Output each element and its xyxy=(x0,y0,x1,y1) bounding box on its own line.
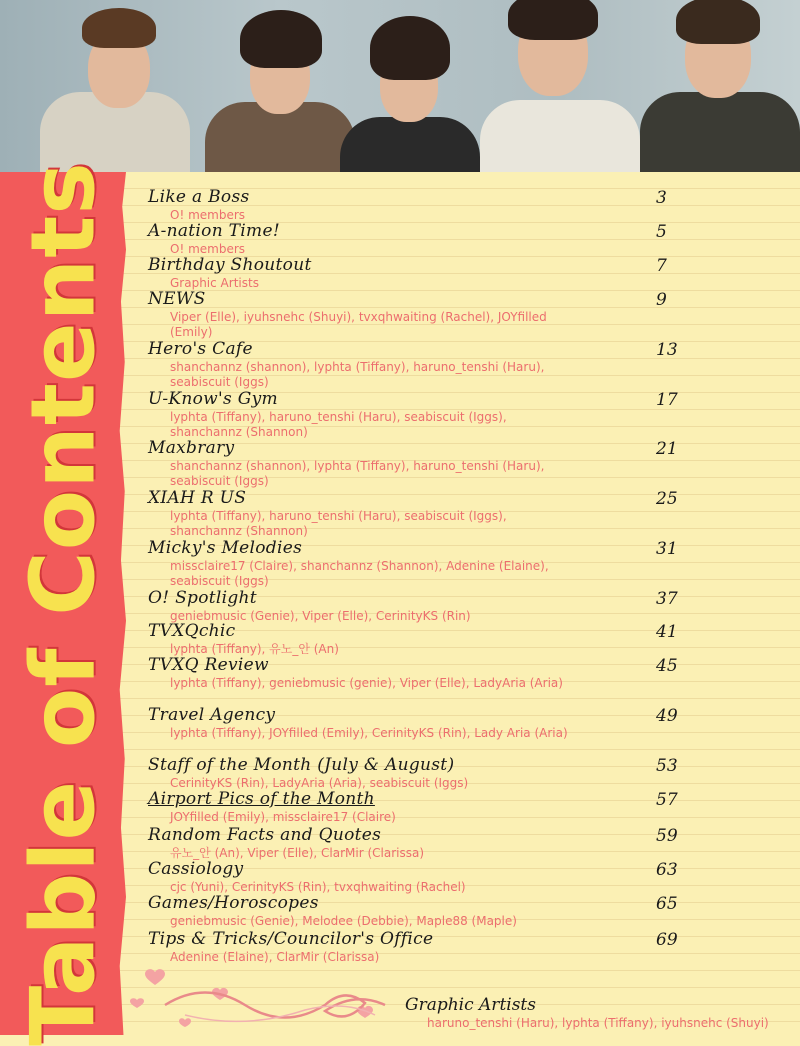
entry-page-number: 49 xyxy=(656,706,678,726)
toc-entry xyxy=(148,894,688,929)
entry-title: Games/Horoscopes xyxy=(148,893,319,913)
entry-page-number: 57 xyxy=(656,790,678,810)
hearts-swirl-decoration xyxy=(125,960,405,1035)
entry-page-number: 7 xyxy=(656,256,667,276)
entry-title: Micky's Melodies xyxy=(148,538,303,558)
entry-page-number: 17 xyxy=(656,390,678,410)
entry-title: XIAH R US xyxy=(148,488,247,508)
entry-title: Maxbrary xyxy=(148,438,235,458)
entry-page-number: 59 xyxy=(656,826,678,846)
entry-page-number: 37 xyxy=(656,589,678,609)
entry-authors: cjc (Yuni), CerinityKS (Rin), tvxqhwaiting (Rachel) xyxy=(170,880,466,894)
swirl-line xyxy=(165,993,385,1018)
entry-title: O! Spotlight xyxy=(148,588,257,608)
entry-title: TVXQchic xyxy=(148,621,236,641)
toc-entry xyxy=(148,489,688,539)
entry-page-number: 63 xyxy=(656,860,678,880)
entry-page-number: 25 xyxy=(656,489,678,509)
entry-title: NEWS xyxy=(148,289,206,309)
entry-authors: geniebmusic (Genie), Melodee (Debbie), Maple88 (Maple) xyxy=(170,914,517,928)
entry-title: Hero's Cafe xyxy=(148,339,253,359)
entry-page-number: 69 xyxy=(656,930,678,950)
entry-authors: lyphta (Tiffany), haruno_tenshi (Haru), seabiscuit (Iggs), shanchannz (Shannon) xyxy=(170,509,507,538)
entry-authors: JOYfilled (Emily), missclaire17 (Claire) xyxy=(170,810,396,824)
entry-authors: CerinityKS (Rin), LadyAria (Aria), seabiscuit (Iggs) xyxy=(170,776,469,790)
table-of-contents-title: Table of Contents xyxy=(11,161,115,1046)
entry-title: Cassiology xyxy=(148,859,244,879)
toc-entry xyxy=(148,622,688,657)
entry-page-number: 53 xyxy=(656,756,678,776)
toc-entry xyxy=(148,589,688,624)
entry-title: Like a Boss xyxy=(148,187,250,207)
toc-entry xyxy=(148,390,688,440)
entry-page-number: 9 xyxy=(656,290,667,310)
toc-entry xyxy=(148,222,688,257)
toc-entry xyxy=(148,756,688,791)
graphic-artists-credit xyxy=(405,995,769,1030)
toc-entry xyxy=(148,340,688,390)
entry-authors: Adenine (Elaine), ClarMir (Clarissa) xyxy=(170,950,380,964)
entry-authors: lyphta (Tiffany), JOYfilled (Emily), CerinityKS (Rin), Lady Aria (Aria) xyxy=(170,726,568,740)
entry-title: Birthday Shoutout xyxy=(148,255,312,275)
graphic-artists-title: Graphic Artists xyxy=(405,995,536,1015)
entry-authors: lyphta (Tiffany), haruno_tenshi (Haru), seabiscuit (Iggs), shanchannz (Shannon) xyxy=(170,410,507,439)
toc-entry xyxy=(148,188,688,223)
graphic-artists-names: haruno_tenshi (Haru), lyphta (Tiffany), iyuhsnehc (Shuyi) xyxy=(427,1016,769,1030)
entry-authors: 유노_안 (An), Viper (Elle), ClarMir (Clarissa) xyxy=(170,846,425,860)
toc-entry xyxy=(148,539,688,589)
entry-title: U-Know's Gym xyxy=(148,389,278,409)
entry-page-number: 13 xyxy=(656,340,678,360)
entry-authors: O! members xyxy=(170,242,246,256)
entry-authors: Graphic Artists xyxy=(170,276,259,290)
entry-page-number: 65 xyxy=(656,894,678,914)
entry-authors: missclaire17 (Claire), shanchannz (Shannon), Adenine (Elaine), seabiscuit (Iggs) xyxy=(170,559,549,588)
entry-authors: O! members xyxy=(170,208,246,222)
entry-authors: shanchannz (shannon), lyphta (Tiffany), haruno_tenshi (Haru), seabiscuit (Iggs) xyxy=(170,360,545,389)
toc-entry xyxy=(148,860,688,895)
entry-authors: Viper (Elle), iyuhsnehc (Shuyi), tvxqhwaiting (Rachel), JOYfilled (Emily) xyxy=(170,310,547,339)
entry-title: Airport Pics of the Month xyxy=(148,789,375,809)
entry-title: Staff of the Month (July & August) xyxy=(148,755,455,775)
toc-entry xyxy=(148,656,688,691)
entry-title: TVXQ Review xyxy=(148,655,269,675)
entry-authors: lyphta (Tiffany), geniebmusic (genie), Viper (Elle), LadyAria (Aria) xyxy=(170,676,563,690)
toc-entry xyxy=(148,706,688,741)
entry-authors: lyphta (Tiffany), 유노_안 (An) xyxy=(170,642,339,656)
toc-entry xyxy=(148,439,688,489)
entry-authors: geniebmusic (Genie), Viper (Elle), CerinityKS (Rin) xyxy=(170,609,471,623)
entry-page-number: 3 xyxy=(656,188,667,208)
toc-entry xyxy=(148,790,688,825)
entry-title: Travel Agency xyxy=(148,705,276,725)
entry-page-number: 21 xyxy=(656,439,678,459)
swirl-line xyxy=(185,1006,375,1021)
toc-entry xyxy=(148,290,688,340)
entry-page-number: 41 xyxy=(656,622,678,642)
entry-page-number: 5 xyxy=(656,222,667,242)
entry-authors: shanchannz (shannon), lyphta (Tiffany), haruno_tenshi (Haru), seabiscuit (Iggs) xyxy=(170,459,545,488)
toc-entry xyxy=(148,826,688,861)
entry-page-number: 45 xyxy=(656,656,678,676)
entry-page-number: 31 xyxy=(656,539,678,559)
entry-title: Tips & Tricks/Councilor's Office xyxy=(148,929,434,949)
entry-title: Random Facts and Quotes xyxy=(148,825,382,845)
toc-entry xyxy=(148,256,688,291)
entry-title: A-nation Time! xyxy=(148,221,280,241)
